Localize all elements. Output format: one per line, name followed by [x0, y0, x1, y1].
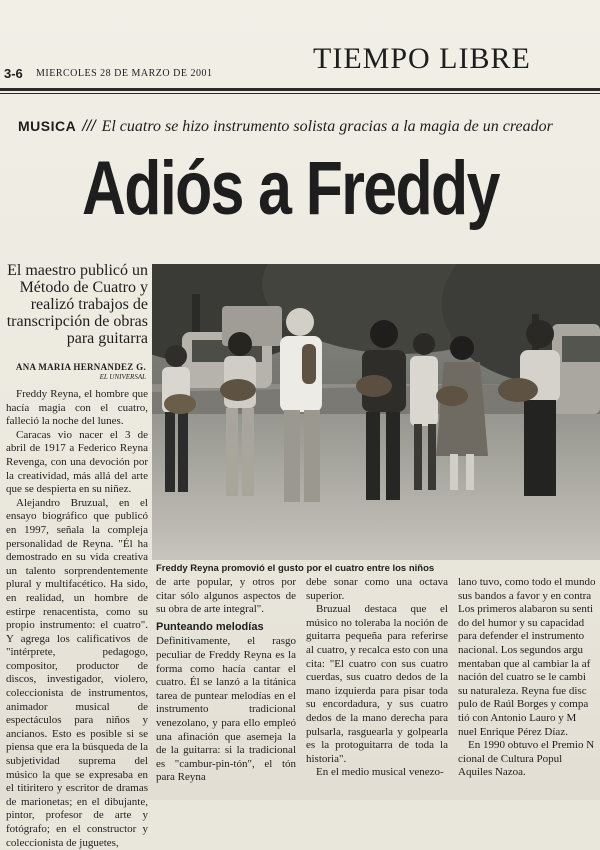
- paragraph: Bruzual destaca que el músico no toleraba la noción de guitarra pequeña para referirse al cuatro, y recalca esto con una cita: "El cuatro con sus cuatro cuerdas, sus cuatro dedos de la mano izquierda para pisar toda su encordadura, y sus cuatro dedos de la mano derecha para pulsarla, rasguearla y golpearla es la protoguitarra de toda la historia".: [306, 603, 448, 765]
- kicker-text: El cuatro se hizo instrumento solista gracias a la magia de un creador: [101, 118, 553, 135]
- kicker-separator: ///: [82, 118, 96, 135]
- paragraph: debe sonar como una octava superior.: [306, 576, 448, 602]
- line: mentaban que al cambiar la af: [458, 657, 591, 670]
- article-column-3: [306, 576, 448, 780]
- line: do del humor y su capacidad: [458, 616, 585, 629]
- page-number: 3-6: [4, 66, 23, 81]
- line: nacional. Los segundos argu: [458, 643, 584, 656]
- article-column-2: [156, 576, 296, 785]
- line: nuel Enrique Pérez Díaz.: [458, 725, 568, 738]
- line: pulo de Raúl Borges y compa: [458, 698, 589, 711]
- deck: El maestro publicó un Método de Cuatro y realizó trabajos de transcripción de obras para guitarra: [6, 262, 148, 347]
- kicker-label: MUSICA: [18, 118, 77, 134]
- paragraph: de arte popular, y otros por citar sólo algunos aspectos de su obra de arte integral".: [156, 576, 296, 616]
- headline: Adiós a Freddy: [82, 146, 499, 231]
- paragraph: Definitivamente, el rasgo peculiar de Freddy Reyna es la forma como hacía cantar el cuatro. Él se lanzó a la titánica tarea de puntear melodías en el instrumento tradicional venezolano, y para ello empleó una afinación que asemeja la de la guitarra: si la tradicional es "cambur-pin-tón", el tón para Reyna: [156, 635, 296, 784]
- line: Aquiles Nazoa.: [458, 766, 526, 779]
- header-rule-thin: [0, 93, 600, 94]
- line: Los primeros alabaron su senti: [458, 603, 594, 616]
- issue-date: MIERCOLES 28 DE MARZO DE 2001: [36, 68, 213, 79]
- outlet: EL UNIVERSAL: [99, 373, 146, 381]
- photo-children-with-cuatros: [152, 264, 600, 560]
- line: para defender el instrumento: [458, 630, 585, 643]
- line: su naturaleza. Reyna fue disc: [458, 684, 587, 697]
- paragraph: Caracas vio nacer el 3 de abril de 1917 a Federico Reyna Revenga, con una devoción por la creatividad, más allá del arte que se despierta en su niñez.: [6, 428, 148, 496]
- line: tió con Antonio Lauro y M: [458, 711, 577, 724]
- section-title: TIEMPO LIBRE: [313, 42, 531, 75]
- byline: ANA MARIA HERNANDEZ G.: [15, 362, 146, 372]
- paragraph: En el medio musical venezo-: [316, 766, 444, 779]
- line: cional de Cultura Popul: [458, 752, 563, 765]
- line: sus bandos a favor y en contra: [458, 589, 592, 602]
- subhead: Punteando melodías: [156, 620, 264, 633]
- photo-caption: Freddy Reyna promovió el gusto por el cuatro entre los niños: [156, 563, 435, 574]
- paragraph: Alejandro Bruzual, en el ensayo biográfico que publicó en 1997, señala la compleja personalidad de Reyna. "Él ha demostrado en su vida creativa un talento sorprendentemente plural y multifacético. Ha sido, en realidad, un hombre de estirpe renacentista, como su propio instrumento: el cuatro". Y agrega los calificativos de "intérprete, pedagogo, compositor, productor de discos, investigador, violero, coleccionista de instrumentos, animador musical de espectáculos para niños y ancianos. Esto es posible si se piensa que era la búsqueda de la subjetividad suprema del músico la que se expresaba en el titiritero y escritor de dramas de marionetas; en el dibujante, pintor, profesor de arte y fotógrafo; en el constructor y coleccionista de juguetes,: [6, 496, 148, 849]
- line: lano tuvo, como todo el mundo: [458, 576, 596, 588]
- line: nación del cuatro se le cambi: [458, 671, 586, 684]
- article-column-1: [6, 388, 148, 850]
- paragraph: Freddy Reyna, el hombre que hacía magia con el cuatro, falleció la noche del lunes.: [6, 388, 148, 428]
- article-column-4: [458, 576, 600, 780]
- header-rule: [0, 88, 600, 91]
- line: En 1990 obtuvo el Premio N: [468, 739, 595, 752]
- photo-illustration: [152, 264, 600, 560]
- kicker: [18, 118, 598, 136]
